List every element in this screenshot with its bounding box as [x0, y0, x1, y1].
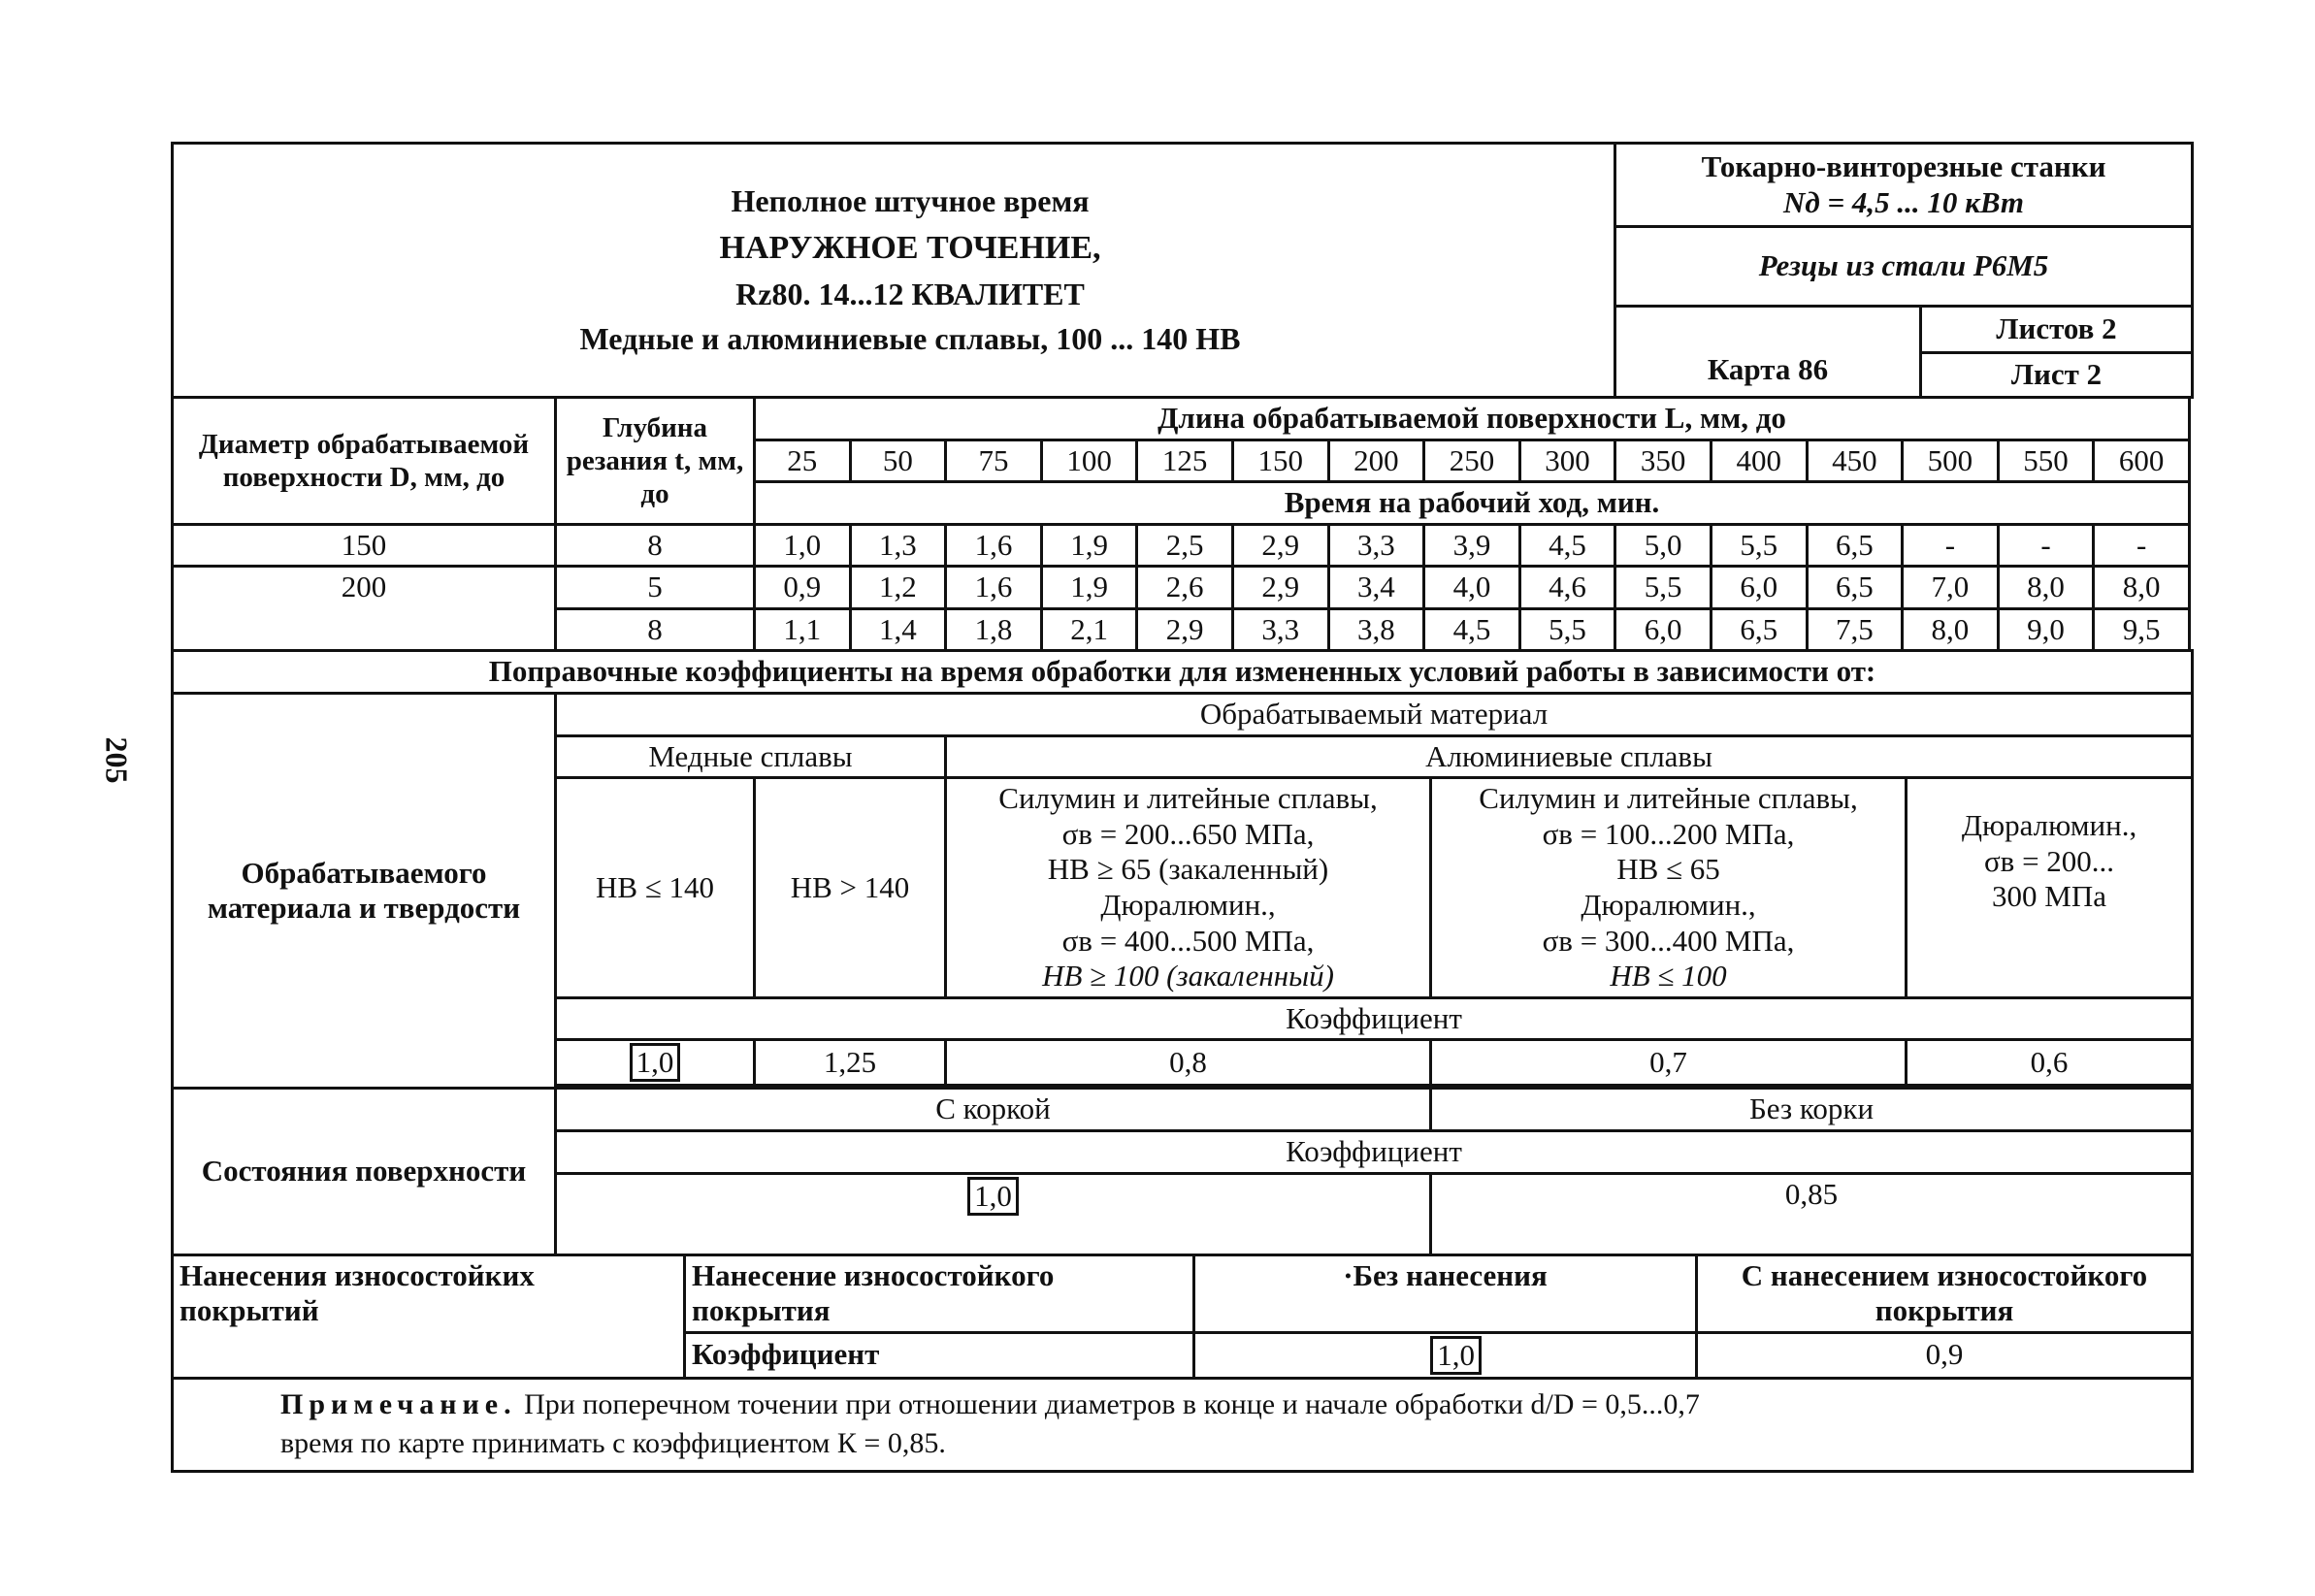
- time-value: 1,0: [755, 524, 851, 567]
- with-crust: С коркой: [556, 1089, 1431, 1131]
- title-line-4: Медные и алюминиевые сплавы, 100 ... 140 НВ: [579, 321, 1241, 357]
- time-value: 9,0: [1998, 608, 2094, 651]
- time-value: 1,4: [850, 608, 946, 651]
- time-value: 1,9: [1041, 524, 1137, 567]
- al-a-line-2: σв = 200...650 МПа,: [1061, 816, 1315, 851]
- time-value: 3,9: [1424, 524, 1520, 567]
- time-value: 6,0: [1615, 608, 1712, 651]
- material-coef-label: Коэффициент: [556, 997, 2193, 1040]
- al-a-line-3: HB ≥ 65 (закаленный): [1047, 852, 1329, 887]
- length-value: 75: [946, 440, 1042, 482]
- time-value: 1,1: [755, 608, 851, 651]
- length-value: 450: [1807, 440, 1903, 482]
- correction-table: [171, 649, 2194, 1255]
- length-header: Длина обрабатываемой поверхности L, мм, до: [755, 398, 2190, 440]
- title-line-3: Rz80. 14...12 КВАЛИТЕТ: [735, 276, 1085, 311]
- length-value: 200: [1328, 440, 1424, 482]
- al-b-line-4: Дюралюмин.,: [1581, 887, 1756, 922]
- note: [173, 1378, 2193, 1471]
- length-value: 100: [1041, 440, 1137, 482]
- duralumin: [1907, 778, 2193, 997]
- depth-cell: 5: [556, 567, 755, 609]
- copper-hard: HB > 140: [755, 778, 946, 997]
- note-prefix: Примечание.: [280, 1387, 517, 1420]
- coating-sub-label: Нанесение износостойкого покрытия: [685, 1254, 1194, 1332]
- selected-value-box: 1,0: [630, 1043, 681, 1082]
- depth-header: Глубина резания t, мм, до: [556, 398, 755, 525]
- time-value: 1,8: [946, 608, 1042, 651]
- card-title: [173, 144, 1615, 398]
- length-value: 600: [2094, 440, 2190, 482]
- header-table: [171, 142, 2194, 399]
- table-row: [173, 524, 2190, 567]
- time-value: 8,0: [1998, 567, 2094, 609]
- time-value: 3,8: [1328, 608, 1424, 651]
- length-value: 250: [1424, 440, 1520, 482]
- time-value: 3,3: [1328, 524, 1424, 567]
- length-value: 400: [1711, 440, 1807, 482]
- time-value: 7,5: [1807, 608, 1903, 651]
- norm-card: [171, 142, 2191, 1473]
- al-a-line-1: Силумин и литейные сплавы,: [998, 781, 1378, 816]
- al-b-line-3: HB ≤ 65: [1616, 852, 1720, 887]
- material-coef-3: 0,8: [946, 1040, 1431, 1086]
- depth-cell: 8: [556, 524, 755, 567]
- coating-coef-label: Коэффициент: [685, 1332, 1194, 1378]
- time-value: 2,9: [1232, 524, 1328, 567]
- title-line-2: НАРУЖНОЕ ТОЧЕНИЕ,: [719, 229, 1101, 266]
- time-table: [171, 396, 2191, 652]
- diameter-cell: 150: [173, 524, 556, 567]
- copper-header: Медные сплавы: [556, 735, 946, 778]
- coating-coef-1: [1194, 1332, 1697, 1378]
- coating-without: ·Без нанесения: [1194, 1254, 1697, 1332]
- al-c-line-3: 300 МПа: [1992, 879, 2106, 914]
- sheet-number: Лист 2: [1921, 353, 2193, 398]
- material-coef-4: 0,7: [1431, 1040, 1907, 1086]
- material-coef-1: [556, 1040, 755, 1086]
- al-b-line-5: σв = 300...400 МПа,: [1542, 923, 1795, 958]
- al-c-line-2: σв = 200...: [1983, 843, 2115, 878]
- time-value: 1,3: [850, 524, 946, 567]
- time-value: 3,4: [1328, 567, 1424, 609]
- al-a-line-6: HB ≥ 100 (закаленный): [1042, 959, 1334, 993]
- time-value: 8,0: [1903, 608, 1999, 651]
- length-value: 25: [755, 440, 851, 482]
- sheets-total: Листов 2: [1921, 307, 2193, 353]
- time-value: 1,9: [1041, 567, 1137, 609]
- table-row: [173, 567, 2190, 609]
- time-value: 5,5: [1615, 567, 1712, 609]
- time-value: -: [1903, 524, 1999, 567]
- surface-row-label: Состояния поверхности: [173, 1089, 556, 1254]
- time-rows: [173, 524, 2190, 651]
- time-value: 9,5: [2094, 608, 2190, 651]
- time-value: 5,5: [1711, 524, 1807, 567]
- al-a-line-5: σв = 400...500 МПа,: [1061, 923, 1315, 958]
- time-value: 2,5: [1137, 524, 1233, 567]
- time-value: 1,6: [946, 567, 1042, 609]
- page-number: 205: [99, 736, 135, 784]
- machine-line-1: Токарно-винторезные станки: [1701, 148, 2106, 183]
- length-value: 500: [1903, 440, 1999, 482]
- diameter-cell: 200: [173, 567, 556, 651]
- time-value: 8,0: [2094, 567, 2190, 609]
- time-value: 5,5: [1519, 608, 1615, 651]
- time-value: 6,5: [1807, 567, 1903, 609]
- coating-row-label: Нанесения износостойких покрытий: [173, 1254, 685, 1378]
- time-value: 1,2: [850, 567, 946, 609]
- length-value: 350: [1615, 440, 1712, 482]
- time-value: 7,0: [1903, 567, 1999, 609]
- material-header: Обрабатываемый материал: [556, 694, 2193, 736]
- al-a-line-4: Дюралюмин.,: [1100, 887, 1276, 922]
- al-b-line-1: Силумин и литейные сплавы,: [1479, 781, 1858, 816]
- length-value: 300: [1519, 440, 1615, 482]
- material-coef-2: 1,25: [755, 1040, 946, 1086]
- length-value: 125: [1137, 440, 1233, 482]
- copper-soft: HB ≤ 140: [556, 778, 755, 997]
- coating-table: [171, 1254, 2194, 1473]
- time-value: 0,9: [755, 567, 851, 609]
- length-value: 50: [850, 440, 946, 482]
- selected-value-box: 1,0: [1430, 1336, 1482, 1375]
- aluminum-soft: [1431, 778, 1907, 997]
- time-value: -: [1998, 524, 2094, 567]
- aluminum-hardened: [946, 778, 1431, 997]
- time-value: 6,5: [1711, 608, 1807, 651]
- time-value: 3,3: [1232, 608, 1328, 651]
- time-value: 4,5: [1424, 608, 1520, 651]
- surface-coef-2: 0,85: [1431, 1173, 2193, 1254]
- time-value: 2,6: [1137, 567, 1233, 609]
- length-value: 550: [1998, 440, 2094, 482]
- time-value: 4,0: [1424, 567, 1520, 609]
- note-line-2: время по карте принимать с коэффициентом К = 0,85.: [280, 1427, 946, 1460]
- time-value: 4,6: [1519, 567, 1615, 609]
- machine-type: [1615, 144, 2193, 227]
- al-c-line-1: Дюралюмин.,: [1961, 808, 2137, 843]
- al-b-line-2: σв = 100...200 МПа,: [1542, 816, 1795, 851]
- al-b-line-6: HB ≤ 100: [1610, 959, 1727, 993]
- card-number: Карта 86: [1615, 307, 1921, 398]
- note-line-1: При поперечном точении при отношении диаметров в конце и начале обработки d/D = 0,5...0,7: [524, 1387, 1700, 1420]
- diameter-header: Диаметр обрабатываемой поверхности D, мм, до: [173, 398, 556, 525]
- time-value: 1,6: [946, 524, 1042, 567]
- time-value: 6,5: [1807, 524, 1903, 567]
- time-value: 6,0: [1711, 567, 1807, 609]
- depth-cell: 8: [556, 608, 755, 651]
- coating-coef-2: 0,9: [1697, 1332, 2193, 1378]
- selected-value-box: 1,0: [967, 1177, 1019, 1216]
- time-header: Время на рабочий ход, мин.: [755, 482, 2190, 525]
- surface-coef-1: [556, 1173, 1431, 1254]
- material-row-label: Обрабатываемого материала и твердости: [173, 694, 556, 1089]
- time-value: -: [2094, 524, 2190, 567]
- tool-material: Резцы из стали Р6М5: [1615, 227, 2193, 307]
- correction-title: Поправочные коэффициенты на время обработки для измененных условий работы в зависимости от:: [173, 651, 2193, 694]
- length-value: 150: [1232, 440, 1328, 482]
- time-value: 5,0: [1615, 524, 1712, 567]
- time-value: 4,5: [1519, 524, 1615, 567]
- machine-line-2: Nд = 4,5 ... 10 кВт: [1782, 184, 2025, 219]
- time-value: 2,9: [1137, 608, 1233, 651]
- title-line-1: Неполное штучное время: [731, 183, 1090, 219]
- coating-with: С нанесением износостойкого покрытия: [1697, 1254, 2193, 1332]
- surface-coef-label: Коэффициент: [556, 1130, 2193, 1173]
- time-value: 2,9: [1232, 567, 1328, 609]
- material-coef-5: 0,6: [1907, 1040, 2193, 1086]
- without-crust: Без корки: [1431, 1089, 2193, 1131]
- time-value: 2,1: [1041, 608, 1137, 651]
- aluminum-header: Алюминиевые сплавы: [946, 735, 2193, 778]
